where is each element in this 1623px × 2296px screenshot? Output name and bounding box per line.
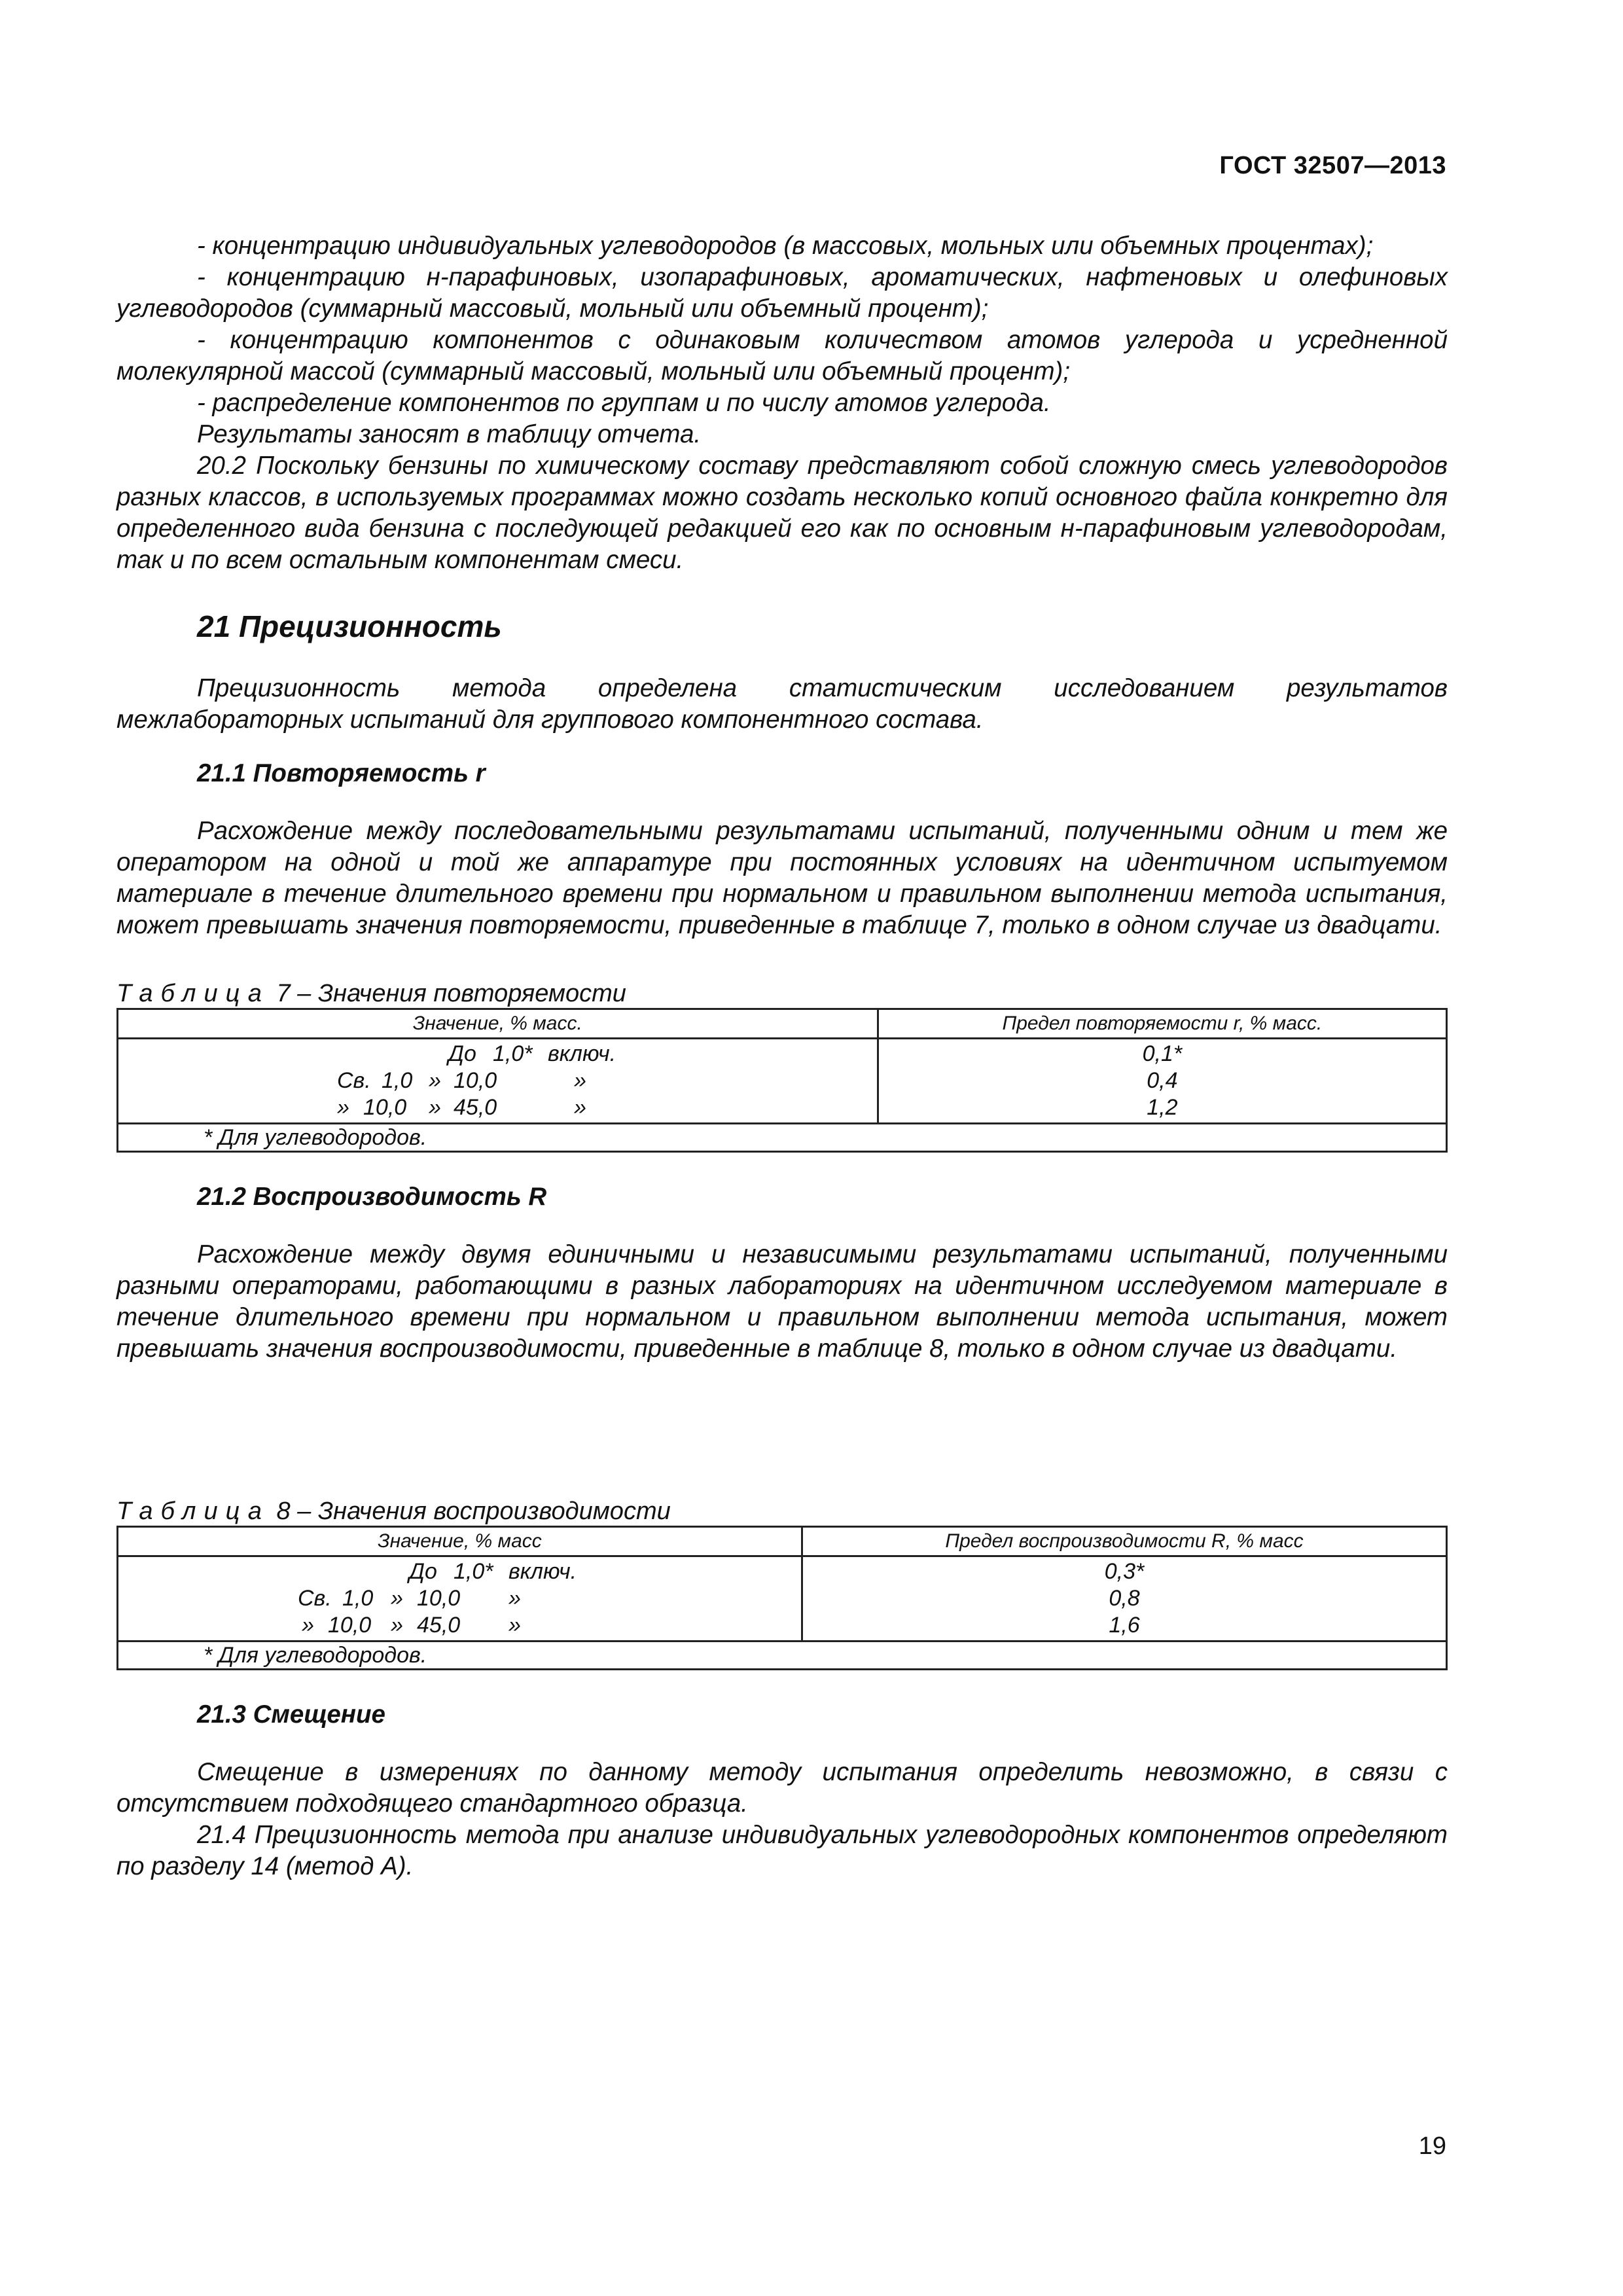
paragraph-20-2: 20.2 Поскольку бензины по химическому составу представляют собой сложную смесь углеводородов разных классов, в используемых программах можно создать несколько копий основного файла конкретно для определенного вида бензина с последующей редакцией его как по основным н-парафиновым углеводородам, так и по всем остальным компонентам смеси. <box>116 452 1448 574</box>
range-from: 1,0 <box>382 1068 413 1093</box>
table-cell-value: 1,6 <box>802 1612 1446 1641</box>
range-from: 10,0 <box>328 1613 372 1638</box>
intro-item-3: - концентрацию компонентов с одинаковым количеством атомов углерода и усредненной молекулярной массой (суммарный массовый, мольный или объемный процент); <box>116 326 1448 386</box>
range-to: включ. <box>508 1559 577 1584</box>
range-sep: » <box>391 1613 403 1638</box>
table-8-header-limit: Предел воспроизводимости R, % масс <box>802 1527 1446 1556</box>
section-21-1-title: 21.1 Повторяемость r <box>197 759 486 787</box>
intro-item-4: - распределение компонентов по группам и по числу атомов углерода. <box>197 389 1051 417</box>
section-21-2-text: Расхождение между двумя единичными и независимыми результатами испытаний, полученными разными операторами, работающими в разных лабораториях на идентичном исследуемом материале в течение длительного времени при нормальном и правильном выполнении метода испытания, может превышать значения воспроизводимости, приведенные в таблице 8, только в одном случае из двадцати. <box>116 1240 1448 1363</box>
range-to: 45,0 <box>417 1613 461 1638</box>
range-prefix: Св. <box>298 1586 332 1611</box>
table-7-caption-title: 7 – Значения повторяемости <box>269 980 626 1007</box>
table-7-header-value: Значение, % масс. <box>118 1009 878 1039</box>
section-21-title: 21 Прецизионность <box>197 609 502 643</box>
range-from: 1,0* <box>454 1559 493 1584</box>
range-suffix: » <box>574 1068 586 1093</box>
range-sep: » <box>429 1068 441 1093</box>
intro-results: Результаты заносят в таблицу отчета. <box>197 420 702 448</box>
table-8-caption-title: 8 – Значения воспроизводимости <box>269 1498 671 1525</box>
table-row <box>118 1094 1447 1124</box>
table-8-caption <box>116 1497 1448 1526</box>
range-prefix: » <box>337 1095 349 1120</box>
table-row <box>118 1039 1447 1068</box>
table-footnote-row <box>118 1641 1447 1670</box>
range-prefix: » <box>302 1613 314 1638</box>
range-suffix: » <box>508 1586 521 1611</box>
table-row <box>118 1556 1447 1586</box>
paragraph-21-4: 21.4 Прецизионность метода при анализе индивидуальных углеводородных компонентов определяют по разделу 14 (метод А). <box>116 1821 1448 1880</box>
table-cell-value: 0,4 <box>878 1067 1446 1094</box>
intro-item-1: - концентрацию индивидуальных углеводородов (в массовых, мольных или объемных процентах); <box>197 232 1374 260</box>
table-7-caption <box>116 979 1448 1008</box>
table-footnote-row <box>118 1124 1447 1152</box>
table-8 <box>116 1526 1448 1670</box>
table-7-footnote: * Для углеводородов. <box>118 1124 1447 1152</box>
section-21-2-title: 21.2 Воспроизводимость R <box>197 1183 547 1211</box>
section-21-text: Прецизионность метода определена статистическим исследованием результатов межлабораторных испытаний для группового компонентного состава. <box>116 674 1448 734</box>
table-8-header-value: Значение, % масс <box>118 1527 802 1556</box>
range-to: 10,0 <box>454 1068 497 1093</box>
standard-code: ГОСТ 32507—2013 <box>1219 152 1446 179</box>
range-from: 1,0* <box>493 1041 533 1066</box>
table-cell-value: 0,8 <box>802 1585 1446 1612</box>
range-prefix: Св. <box>337 1068 371 1093</box>
table-cell-value: 1,2 <box>878 1094 1446 1124</box>
range-to: 45,0 <box>454 1095 497 1120</box>
range-to: включ. <box>548 1041 616 1066</box>
range-suffix: » <box>508 1613 521 1638</box>
table-7-header-limit: Предел повторяемости r, % масс. <box>878 1009 1446 1039</box>
table-cell-value: 0,3* <box>802 1556 1446 1586</box>
table-8-footnote: * Для углеводородов. <box>118 1641 1447 1670</box>
range-sep: » <box>391 1586 403 1611</box>
range-from: 1,0 <box>342 1586 374 1611</box>
section-21-3-title: 21.3 Смещение <box>197 1700 385 1729</box>
table-row <box>118 1067 1447 1094</box>
page-number: 19 <box>1418 2132 1446 2160</box>
table-row <box>118 1612 1447 1641</box>
intro-item-2: - концентрацию н-парафиновых, изопарафиновых, ароматических, нафтеновых и олефиновых углеводородов (суммарный массовый, мольный или объемный процент); <box>116 263 1448 323</box>
table-cell-value: 0,1* <box>878 1039 1446 1068</box>
table-7-caption-label: Таблица <box>116 980 270 1007</box>
table-8-caption-label: Таблица <box>116 1498 270 1525</box>
range-from: 10,0 <box>363 1095 407 1120</box>
range-to: 10,0 <box>417 1586 461 1611</box>
range-prefix: До <box>448 1041 476 1066</box>
table-7 <box>116 1008 1448 1153</box>
range-prefix: До <box>409 1559 437 1584</box>
range-sep: » <box>429 1095 441 1120</box>
table-row <box>118 1585 1447 1612</box>
section-21-1-text: Расхождение между последовательными результатами испытаний, полученными одним и тем же оператором на одной и той же аппаратуре при постоянных условиях на идентичном испытуемом материале в течение длительного времени при нормальном и правильном выполнении метода испытания, может превышать значения повторяемости, приведенные в таблице 7, только в одном случае из двадцати. <box>116 817 1448 939</box>
range-suffix: » <box>574 1095 586 1120</box>
section-21-3-text: Смещение в измерениях по данному методу испытания определить невозможно, в связи с отсутствием подходящего стандартного образца. <box>116 1758 1448 1818</box>
page-content <box>116 230 1448 1882</box>
